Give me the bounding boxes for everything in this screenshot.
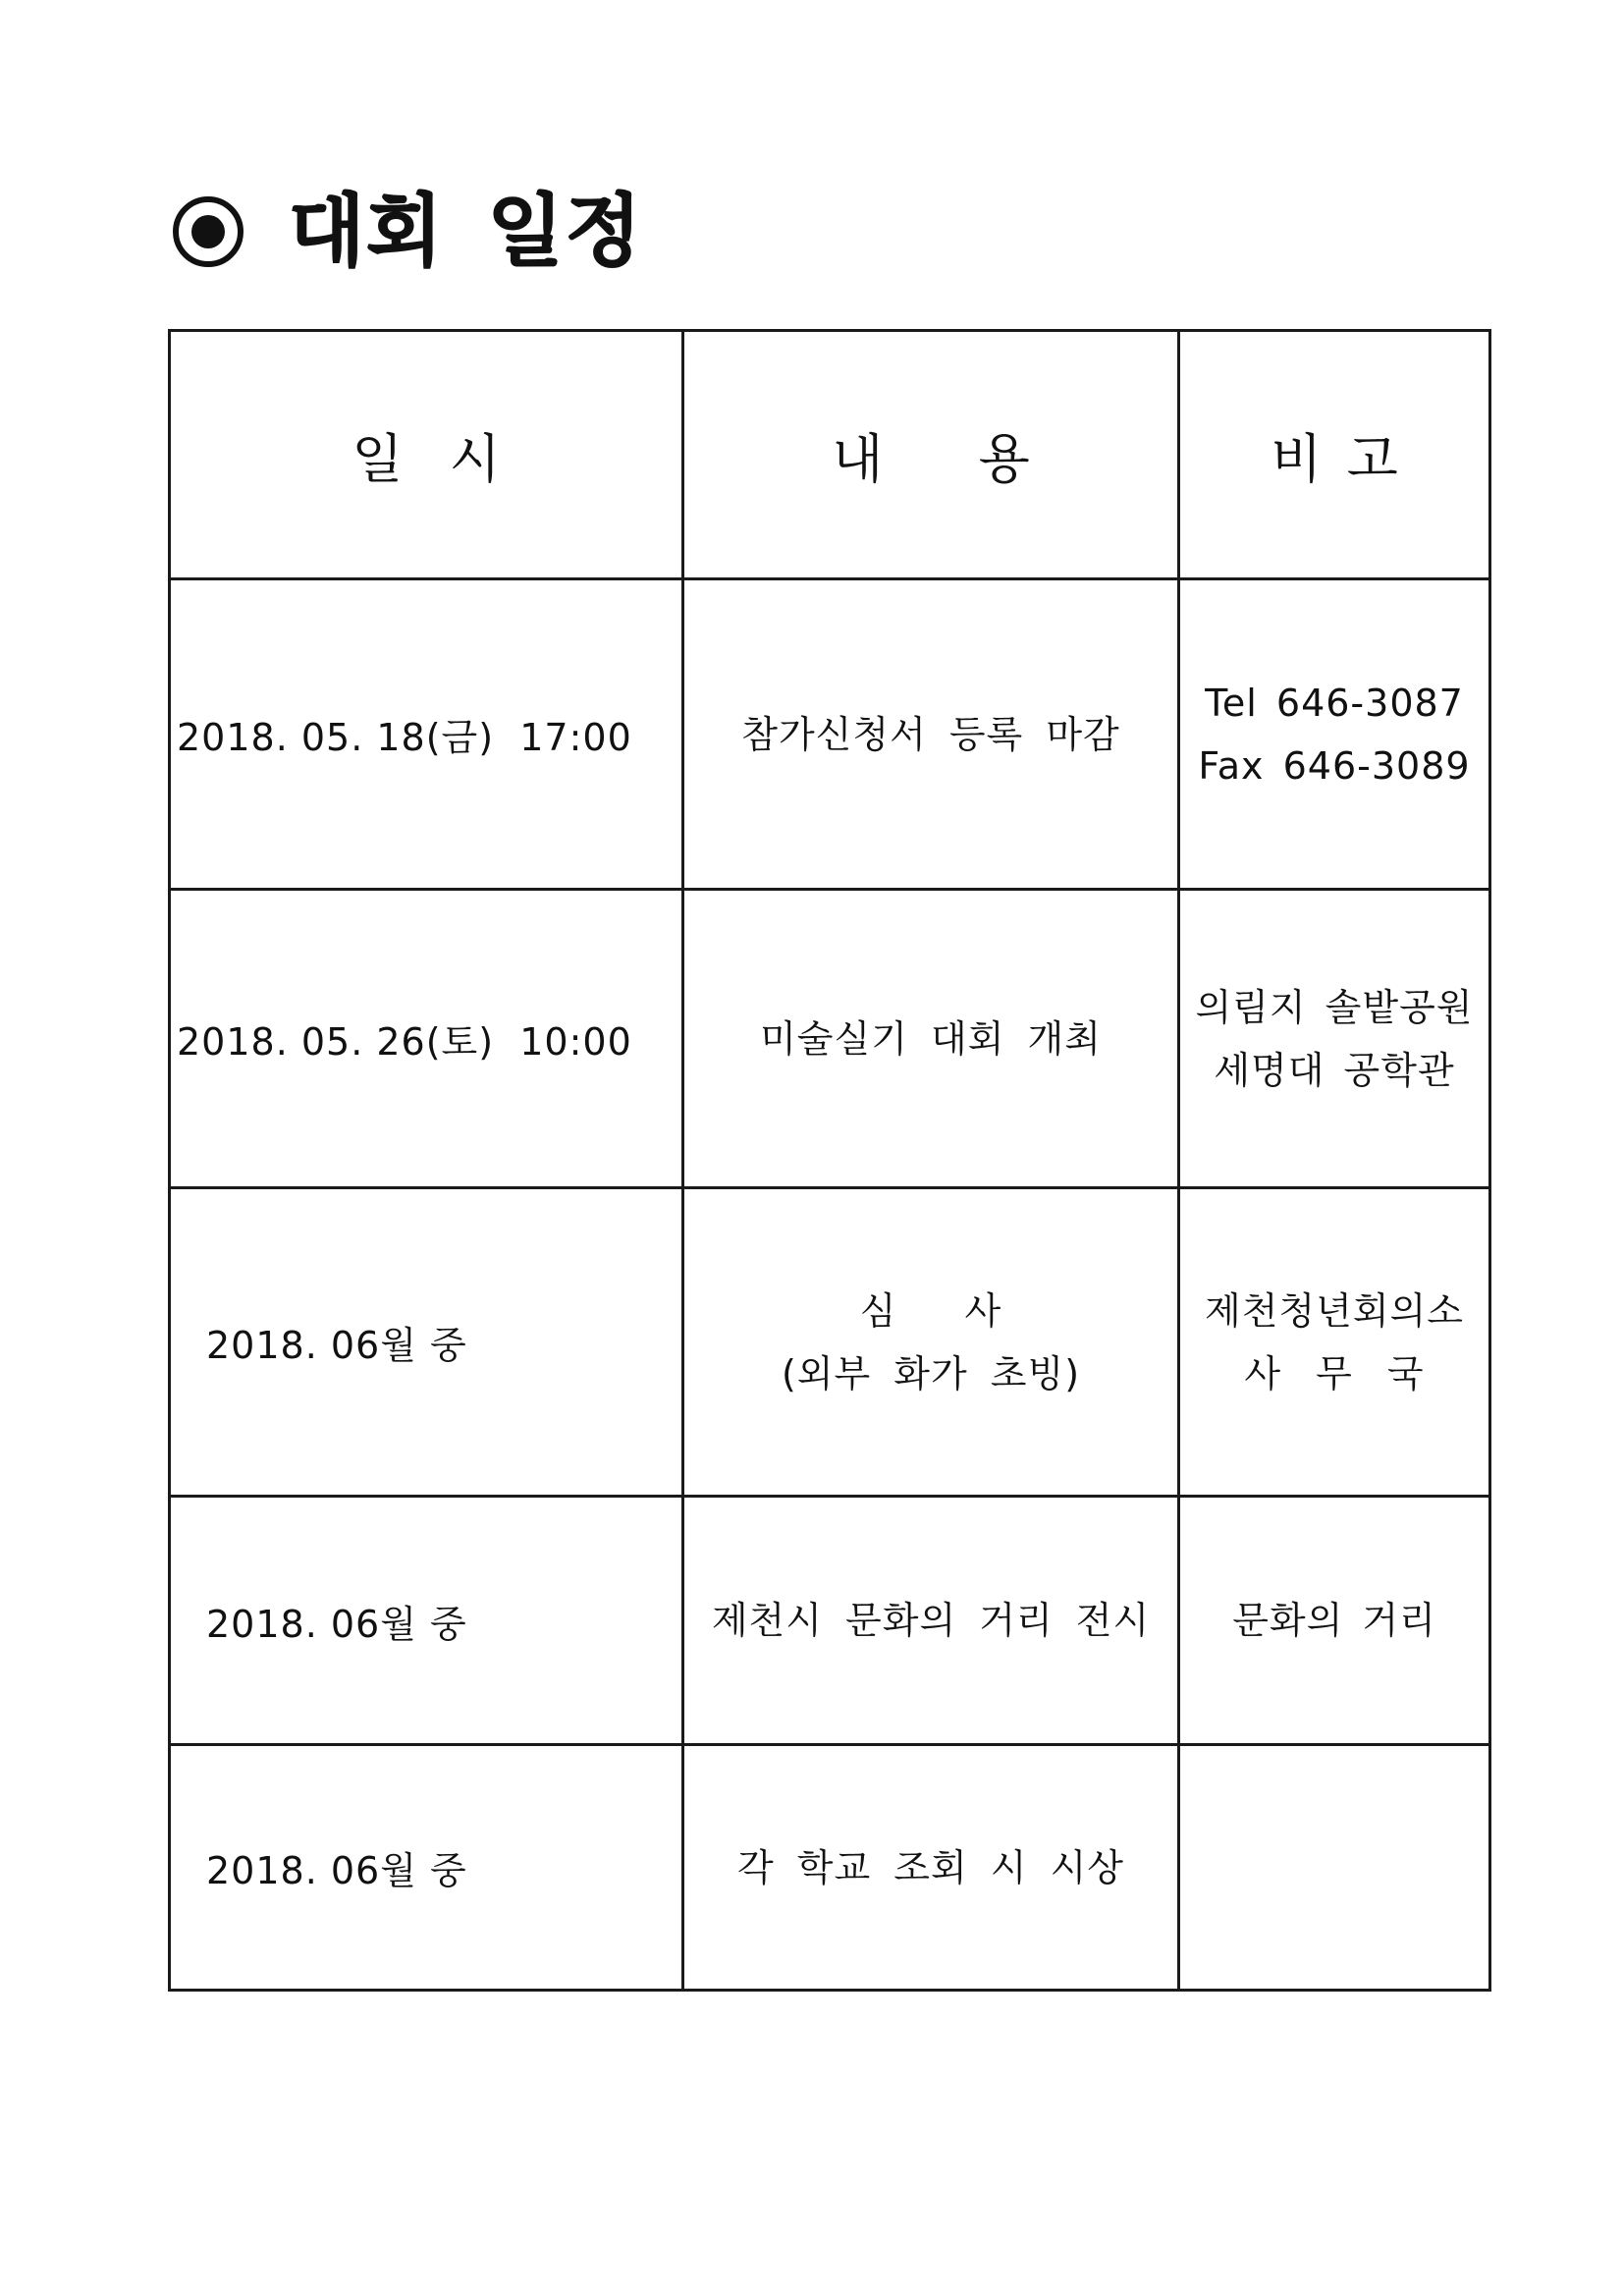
content-line: 심 사 (859, 1288, 1002, 1333)
schedule-row (170, 1497, 1490, 1745)
section-title (173, 183, 643, 281)
schedule-row (170, 1745, 1490, 1991)
content-line: 각 학교 조회 시 시상 (737, 1845, 1124, 1889)
row-date: 2018. 06월 중 (170, 1188, 683, 1497)
content-line: 참가신청서 등록 마감 (741, 712, 1120, 756)
schedule-table (168, 329, 1491, 1992)
note-line-tel: Tel 646-3087 (1205, 681, 1464, 725)
row-date: 2018. 05. 18(금) 17:00 (170, 579, 683, 890)
content-line: 제천시 문화의 거리 전시 (711, 1599, 1151, 1642)
row-note-empty (1179, 1745, 1490, 1991)
note-line-fax: Fax 646-3089 (1198, 743, 1471, 788)
row-content (683, 1745, 1179, 1991)
row-note (1179, 890, 1490, 1188)
row-content (683, 1188, 1179, 1497)
row-content (683, 1497, 1179, 1745)
double-circle-bullet-icon (173, 196, 243, 267)
row-note (1179, 1497, 1490, 1745)
row-date: 2018. 06월 중 (170, 1497, 683, 1745)
content-line: 미술실기 대회 개최 (760, 1016, 1102, 1061)
schedule-header-row (170, 331, 1490, 579)
row-content (683, 890, 1179, 1188)
section-title-text: 대회 일정 (289, 186, 643, 277)
schedule-row (170, 1188, 1490, 1497)
note-line: 세명대 공학관 (1214, 1048, 1455, 1092)
note-line: 사 무 국 (1244, 1351, 1425, 1395)
note-line: 문화의 거리 (1232, 1599, 1436, 1642)
note-line: 의림지 솔밭공원 (1195, 985, 1474, 1029)
row-content (683, 579, 1179, 890)
note-line: 제천청년회의소 (1205, 1288, 1464, 1333)
row-date: 2018. 05. 26(토) 10:00 (170, 890, 683, 1188)
row-note (1179, 1188, 1490, 1497)
schedule-row (170, 890, 1490, 1188)
row-note (1179, 579, 1490, 890)
content-line: (외부 화가 초빙) (781, 1351, 1081, 1395)
header-content: 내 용 (683, 331, 1179, 579)
header-note: 비 고 (1179, 331, 1490, 579)
row-date: 2018. 06월 중 (170, 1745, 683, 1991)
header-date: 일 시 (170, 331, 683, 579)
schedule-row (170, 579, 1490, 890)
